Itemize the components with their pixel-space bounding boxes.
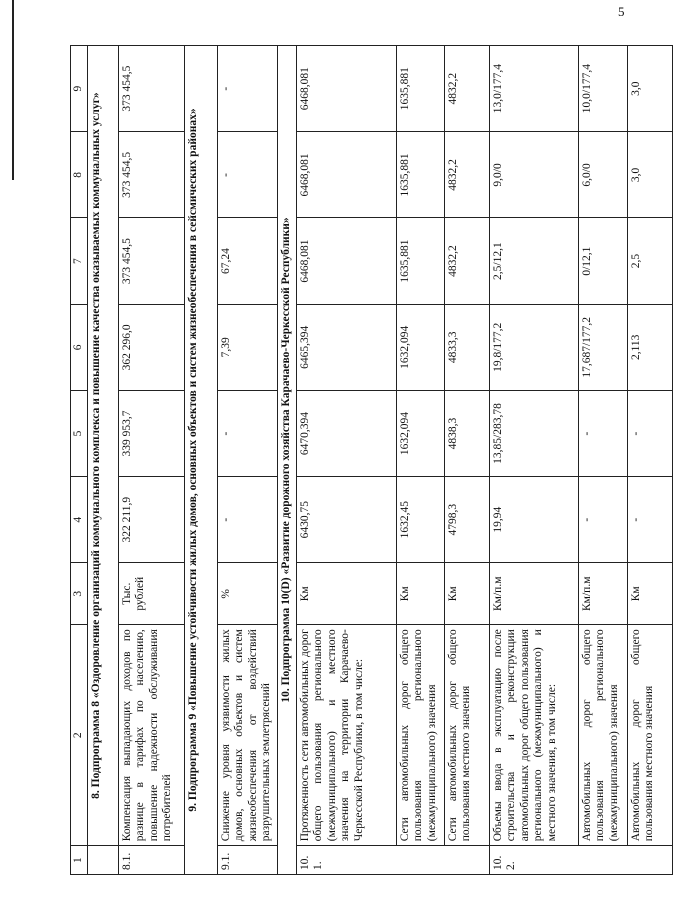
value-cell: 2,113 xyxy=(627,304,672,390)
row-unit: % xyxy=(217,563,277,625)
value-cell: 0/12,1 xyxy=(578,218,627,304)
row-unit: Тыс. рублей xyxy=(118,563,184,625)
col-header-6: 6 xyxy=(71,304,88,390)
value-cell: 6430,75 xyxy=(296,477,396,563)
col-header-4: 4 xyxy=(71,477,88,563)
table-row xyxy=(396,46,444,875)
row-name: Протяженность сети автомобильных дорог общего пользования регионального (межмуниципального) и местного значения на территории Карачаево-Черкесской Республики, в том числе: xyxy=(296,625,396,846)
value-cell: 4833,3 xyxy=(444,304,489,390)
value-cell: 4798,3 xyxy=(444,477,489,563)
table-row xyxy=(296,46,396,875)
value-cell: 6468,081 xyxy=(296,132,396,218)
value-cell: 6468,081 xyxy=(296,46,396,132)
column-number-row xyxy=(71,46,88,875)
value-cell: 10,0/177,4 xyxy=(578,46,627,132)
value-cell: 373 454,5 xyxy=(118,218,184,304)
row-number: 9.1. xyxy=(217,846,277,875)
value-cell: 6,0/0 xyxy=(578,132,627,218)
value-cell: 2,5 xyxy=(627,218,672,304)
value-cell: 67,24 xyxy=(217,218,277,304)
value-cell: - xyxy=(578,477,627,563)
row-name: Снижение уровня уязвимости жилых домов, основных объектов и систем жизнеобеспечения от воздействий разрушительных землетрясений xyxy=(217,625,277,846)
value-cell: 1635,881 xyxy=(396,218,444,304)
value-cell: 17,687/177,2 xyxy=(578,304,627,390)
row-unit: Км/п.м xyxy=(578,563,627,625)
value-cell: - xyxy=(627,477,672,563)
value-cell: 3,0 xyxy=(627,46,672,132)
rotated-table-wrapper xyxy=(70,45,673,875)
row-name: Компенсация выпадающих доходов по разнице в тарифах по населению, повышение надежности обслуживания потребителей xyxy=(118,625,184,846)
value-cell: 4838,3 xyxy=(444,390,489,476)
col-header-2: 2 xyxy=(71,625,88,846)
row-number: 8.1. xyxy=(118,846,184,875)
col-header-5: 5 xyxy=(71,390,88,476)
value-cell: 7,39 xyxy=(217,304,277,390)
table-row xyxy=(627,46,672,875)
value-cell: 1635,881 xyxy=(396,132,444,218)
table-row xyxy=(118,46,184,875)
table-row xyxy=(489,46,578,875)
value-cell: 6465,394 xyxy=(296,304,396,390)
col-header-8: 8 xyxy=(71,132,88,218)
value-cell: 2,5/12,1 xyxy=(489,218,578,304)
value-cell: 1632,094 xyxy=(396,390,444,476)
section-title-9: 9. Подпрограмма 9 «Повышение устойчивости жилых домов, основных объектов и систем жизнеобеспечения в сейсмических районах» xyxy=(184,46,217,875)
value-cell: 339 953,7 xyxy=(118,390,184,476)
row-unit: Км xyxy=(396,563,444,625)
value-cell: - xyxy=(627,390,672,476)
col-header-7: 7 xyxy=(71,218,88,304)
value-cell: 1635,881 xyxy=(396,46,444,132)
section-row xyxy=(87,46,118,875)
value-cell: 19,94 xyxy=(489,477,578,563)
row-unit: Км xyxy=(296,563,396,625)
value-cell: 4832,2 xyxy=(444,218,489,304)
value-cell: - xyxy=(578,390,627,476)
value-cell: - xyxy=(217,132,277,218)
value-cell: - xyxy=(217,477,277,563)
row-unit: Км xyxy=(444,563,489,625)
col-header-9: 9 xyxy=(71,46,88,132)
value-cell: 373 454,5 xyxy=(118,46,184,132)
table-row xyxy=(444,46,489,875)
value-cell: 6468,081 xyxy=(296,218,396,304)
value-cell: 362 296,0 xyxy=(118,304,184,390)
value-cell: 4832,2 xyxy=(444,46,489,132)
col-header-3: 3 xyxy=(71,563,88,625)
section-row xyxy=(277,46,296,875)
rotated-page xyxy=(70,45,656,875)
row-name: Автомобильных дорог общего пользования регионального (межмуниципального) значения xyxy=(578,625,627,846)
section-row xyxy=(184,46,217,875)
indicators-table xyxy=(70,45,673,875)
row-name: Объемы ввода в эксплуатацию после строительства и реконструкции автомобильных дорог общего пользования регионального (межмуниципального) и местного значения, в том числе: xyxy=(489,625,578,846)
row-number: 10.2. xyxy=(489,846,672,875)
value-cell: 1632,45 xyxy=(396,477,444,563)
section-title-10: 10. Подпрограмма 10(D) «Развитие дорожного хозяйства Карачаево-Черкесской Республики» xyxy=(277,46,296,875)
row-unit: Км xyxy=(627,563,672,625)
scan-edge-line xyxy=(12,0,14,180)
value-cell: 322 211,9 xyxy=(118,477,184,563)
row-name: Сети автомобильных дорог общего пользования регионального (межмуниципального) значения xyxy=(396,625,444,846)
section-title-8: 8. Подпрограмма 8 «Оздоровление организаций коммунального комплекса и повышение качества оказываемых коммунальных услуг» xyxy=(87,46,118,846)
row-name: Автомобильных дорог общего пользования местного значения xyxy=(627,625,672,846)
value-cell: - xyxy=(217,390,277,476)
value-cell: 13,85/283,78 xyxy=(489,390,578,476)
row-unit: Км/п.м xyxy=(489,563,578,625)
table-row xyxy=(217,46,277,875)
value-cell: 19,8/177,2 xyxy=(489,304,578,390)
row-name: Сети автомобильных дорог общего пользования местного значения xyxy=(444,625,489,846)
value-cell: - xyxy=(217,46,277,132)
value-cell: 3,0 xyxy=(627,132,672,218)
table-row xyxy=(578,46,627,875)
value-cell: 373 454,5 xyxy=(118,132,184,218)
value-cell: 9,0/0 xyxy=(489,132,578,218)
value-cell: 13,0/177,4 xyxy=(489,46,578,132)
page-number: 5 xyxy=(618,4,625,19)
value-cell: 6470,394 xyxy=(296,390,396,476)
value-cell: 1632,094 xyxy=(396,304,444,390)
col-header-1: 1 xyxy=(71,846,88,875)
value-cell: 4832,2 xyxy=(444,132,489,218)
row-number: 10.1. xyxy=(296,846,489,875)
